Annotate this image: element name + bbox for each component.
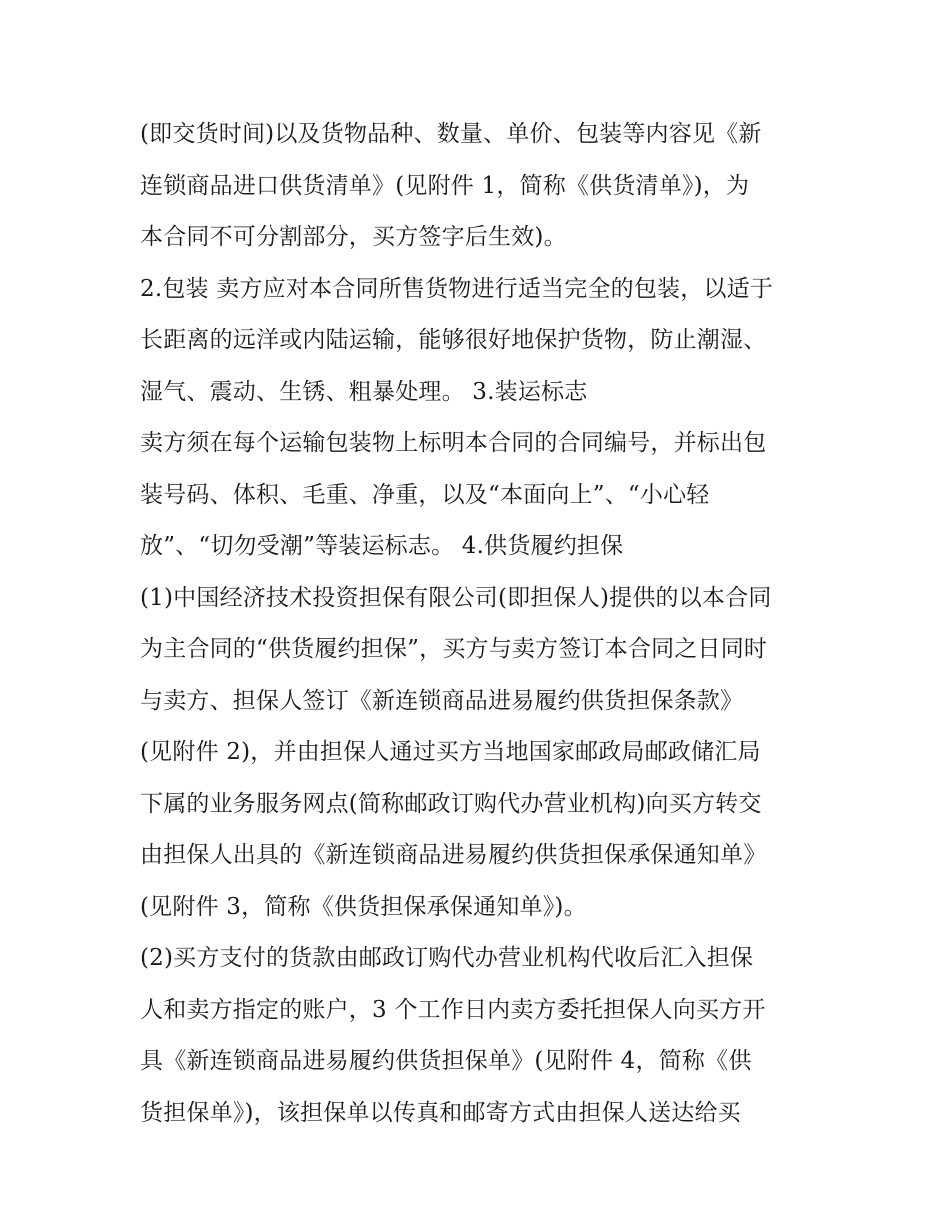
text-line: 2.包装 卖方应对本合同所售货物进行适当完全的包装，以适于 xyxy=(140,275,774,302)
text-line: 人和卖方指定的账户，3 个工作日内卖方委托担保人向买方开 xyxy=(140,996,766,1023)
text-line: 连锁商品进口供货清单》(见附件 1，简称《供货清单》)，为 xyxy=(140,172,750,199)
text-line: 具《新连锁商品进易履约供货担保单》(见附件 4，简称《供 xyxy=(140,1048,752,1074)
text-line: 下属的业务服务网点(简称邮政订购代办营业机构)向买方转交 xyxy=(140,790,762,817)
text-line: 湿气、震动、生锈、粗暴处理。 3.装运标志 xyxy=(140,378,588,405)
text-line: (见附件 2)，并由担保人通过买方当地国家邮政局邮政储汇局 xyxy=(140,739,761,765)
text-line: (1)中国经济技术投资担保有限公司(即担保人)提供的以本合同 xyxy=(140,584,772,611)
text-line: 放”、“切勿受潮”等装运标志。 4.供货履约担保 xyxy=(140,533,624,559)
text-line: (即交货时间)以及货物品种、数量、单价、包装等内容见《新 xyxy=(140,121,762,147)
text-line: 由担保人出具的《新连锁商品进易履约供货担保承保通知单》 xyxy=(140,842,767,868)
text-line: 货担保单》)，该担保单以传真和邮寄方式由担保人送达给买 xyxy=(140,1099,741,1126)
text-line: 与卖方、担保人签订《新连锁商品进易履约供货担保条款》 xyxy=(140,687,744,714)
text-line: 装号码、体积、毛重、净重，以及“本面向上”、“小心轻 xyxy=(140,481,710,508)
text-line: 卖方须在每个运输包装物上标明本合同的合同编号，并标出包 xyxy=(140,430,767,456)
text-line: 为主合同的“供货履约担保”，买方与卖方签订本合同之日同时 xyxy=(140,636,768,662)
document-body xyxy=(140,109,820,1139)
text-line: 长距离的远洋或内陆运输，能够很好地保护货物，防止潮湿、 xyxy=(140,327,767,353)
text-line: (见附件 3，简称《供货担保承保通知单》)。 xyxy=(140,893,587,920)
text-line: (2)买方支付的货款由邮政订购代办营业机构代收后汇入担保 xyxy=(140,945,754,971)
text-line: 本合同不可分割部分，买方签字后生效)。 xyxy=(140,224,567,250)
